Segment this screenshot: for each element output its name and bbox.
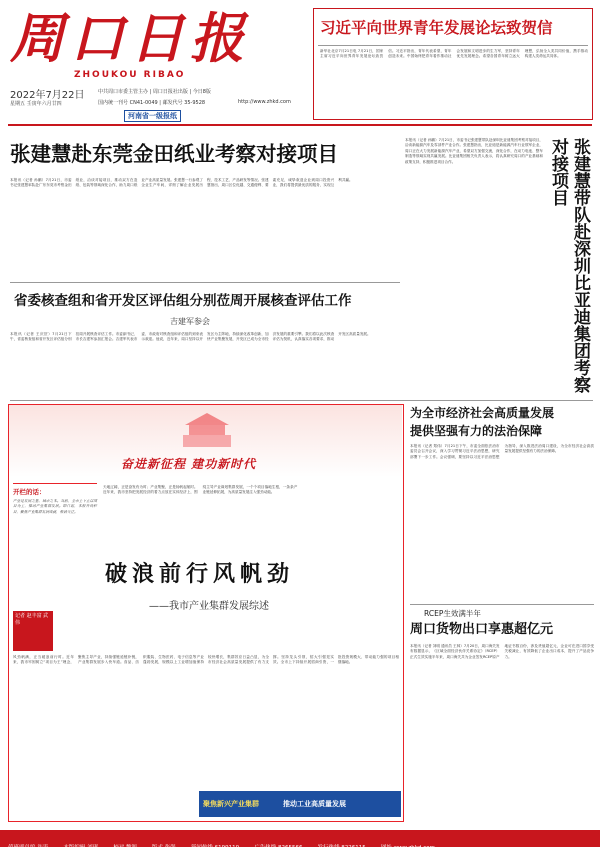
rcep-story <box>410 604 594 822</box>
top-right-story <box>313 8 593 120</box>
feature-body: 风劲帆满，正当破浪前行时。近年来，我市牢固树立“项目为王”理念，聚焦主导产业，持续强链延链补链，产业集群发展步入快车道。食品、纺织服装、生物医药、电子信息等产业蓬勃发展，规模以上工业增加值保持较快增长，集群效应日益凸显，为全市经济社会高质量发展提供了有力支撑。坚持龙头引领，招大引强见实效。全市上下持续开展招商引资，一批投资规模大、带动能力强的项目相继落地。 <box>13 655 399 665</box>
rule-of-law-headline-1[interactable]: 为全市经济社会高质量发展 <box>410 406 555 420</box>
footer-item: 值班副总编 许涛 <box>8 845 49 851</box>
rule-of-law-body: 本报讯（记者 郑伟）7月21日下午，市委全面依法治市委员会召开会议，深入学习贯彻习近平法治思想，研究部署下一步工作。会议强调，要坚持以习近平法治思想为指导，深入推进法治周口建设，为全市经济社会高质量发展提供坚强有力的法治保障。 <box>410 444 594 459</box>
feature-headline[interactable]: 破浪前行风帆劲 <box>105 561 295 587</box>
side-body: 本报讯（记者 孙鹏）7月21日，市委书记张建慧带队赴深圳比亚迪集团考察对接项目，洽谈新能源汽车及零部件产业合作。张建慧指出，比亚迪是新能源汽车行业领军企业，周口正在大力发展新能源汽车产业，希望双方加强交流，深化合作，在动力电池、整车制造等领域实现共赢发展。比亚迪集团相关负责人表示，将认真研究周口的产业基础和政策支持，积极推进项目合作。 <box>405 138 543 164</box>
provincial-columns <box>10 332 400 396</box>
footer-item: 发行热线 8226115 <box>317 845 366 851</box>
provincial-headline[interactable]: 省委核查组和省开发区评估组分别莅周开展核查评估工作 <box>14 293 352 309</box>
footer-bar <box>0 830 600 851</box>
side-headline[interactable]: 张建慧带队赴深圳比亚迪集团考察对接项目 <box>548 138 590 393</box>
rcep-body: 本报讯（记者 刘明 通讯员 王林）7月20日，周口海关发布数据显示，《区域全面经济伙伴关系协定》（RCEP）正式生效实施半年来，周口海关共为企业签发RCEP原产地证书数百份，涉及货值超亿元，企业可在进口国享受关税减让，有效降低了企业出口成本，提升了产品竞争力。 <box>410 644 594 659</box>
rule-of-law-story <box>410 404 594 600</box>
footer-item: 版式 张强 <box>152 845 176 851</box>
publisher-line: 中共周口市委主管主办 | 周口日报社出版 | 今日8版 <box>98 89 211 95</box>
byline-box <box>13 611 53 651</box>
bottom-banner-1: 聚焦新兴产业集群 <box>203 800 259 808</box>
paper-tag: 河南省一级报纸 <box>124 110 181 122</box>
feature-banner <box>9 405 402 477</box>
feature-byline: 记者 赵丰富 武伟 <box>15 613 49 626</box>
rule-of-law-headline-2[interactable]: 提供坚强有力的法治保障 <box>410 424 543 438</box>
footer-item: 校对 魏源 <box>113 845 137 851</box>
weekday-line: 星期五 壬寅年六月廿四 <box>10 101 62 107</box>
top-right-columns <box>320 49 588 117</box>
top-right-body: 新华社北京7月21日电 7月21日，国家主席习近平向世界青年发展论坛致贺信。习近平指出，青年代表希望，青年创造未来。中国始终把青年看作推动社会发展和文明进步的生力军，坚持青年优先发展理念。希望各国青年树立远大理想，弘扬全人类共同价值，携手推动构建人类命运共同体。 <box>320 49 588 59</box>
masthead <box>8 6 308 128</box>
rcep-tag: RCEP生效满半年 <box>424 609 481 618</box>
footer-item: 本版编辑 刘琪 <box>63 845 99 851</box>
kicker-title: 开栏的话： <box>13 488 46 496</box>
logo-pinyin: ZHOUKOU RIBAO <box>74 70 186 80</box>
newspaper-logo: 周口日报 <box>10 6 250 70</box>
lead-body: 本报讯（记者 孙鹏）7月21日，市委书记张建慧率队赴广东东莞市考察金田纸业，洽谈对接项目，推动双方在造纸、包装等领域深化合作，助力周口纸业产业高质量发展。张建慧一行参观了企业生产车间，详细了解企业发展历程、技术工艺、产品研发等情况。张建慧指出，周口区位优越、交通便利、要素充足，诚挚欢迎企业到周口投资兴业，我们将提供最优质的服务，实现互利共赢。 <box>10 178 353 188</box>
feature-subhead: ——我市产业集群发展综述 <box>149 601 269 612</box>
footer-item: 广告热线 8265566 <box>254 845 303 851</box>
bottom-banner-2: 推动工业高质量发展 <box>283 800 346 808</box>
lead-headline[interactable]: 张建慧赴东莞金田纸业考察对接项目 <box>10 142 338 166</box>
footer-item: 网址 www.zhkd.com <box>380 845 435 851</box>
rcep-headline[interactable]: 周口货物出口享惠超亿元 <box>410 622 554 637</box>
kicker-box <box>13 483 97 573</box>
issn-line: 国内统一刊号 CN41-0049 | 邮发代号 35-9528 <box>98 100 206 106</box>
issue-date: 2022年7月22日 <box>10 90 85 101</box>
feature-section <box>8 404 404 822</box>
feature-intro: 天地辽阔，正是奋发有为时；产业集聚，正是扬帆起航时。近年来，我市坚持把发展经济的着力点放在实体经济上，围绕主导产业谋划集群发展，一个个项目落地生根，一条条产业链延伸拓展，为高质量发展注入强劲动能。 <box>103 485 298 495</box>
feature-intro-columns <box>103 485 397 561</box>
top-right-headline[interactable]: 习近平向世界青年发展论坛致贺信 <box>320 18 553 37</box>
side-columns <box>405 138 543 396</box>
provincial-byline: 吉建军参会 <box>170 317 210 326</box>
rule-of-law-columns <box>410 444 594 594</box>
masthead-rule <box>8 124 592 126</box>
rcep-columns <box>410 644 594 820</box>
tiananmen-icon <box>179 409 235 449</box>
bottom-banner <box>199 791 401 817</box>
footer-item: 新闻热线 6199110 <box>190 845 240 851</box>
feature-columns <box>13 655 399 785</box>
side-story <box>405 134 593 399</box>
kicker-text: 产业是发展之基，城市之本。当前，全市上下正以项目为王，推动产业集群发展。即日起，本报开设栏目，聚焦产业集群发展成就，敬请关注。 <box>13 499 97 514</box>
lead-columns <box>10 178 400 278</box>
feature-banner-title: 奋进新征程 建功新时代 <box>121 457 257 471</box>
website-url[interactable]: http://www.zhkd.com <box>238 99 291 105</box>
provincial-body: 本报讯（记者 王庆贺）7月21日下午，省委核查组和省开发区评估组分别莅周开展核查评估工作。市委副书记、市长吉建军参加汇报会。吉建军代表市委、市政府对核查组和评估组的到来表示欢迎。他说，近年来，周口坚持以开发区为主阵地，持续深化改革创新，加快产业集聚发展，开发区已成为全市经济发展的重要引擎。我们将以此次核查评估为契机，认真落实各项要求，推动开发区高质量发展。 <box>10 332 371 342</box>
